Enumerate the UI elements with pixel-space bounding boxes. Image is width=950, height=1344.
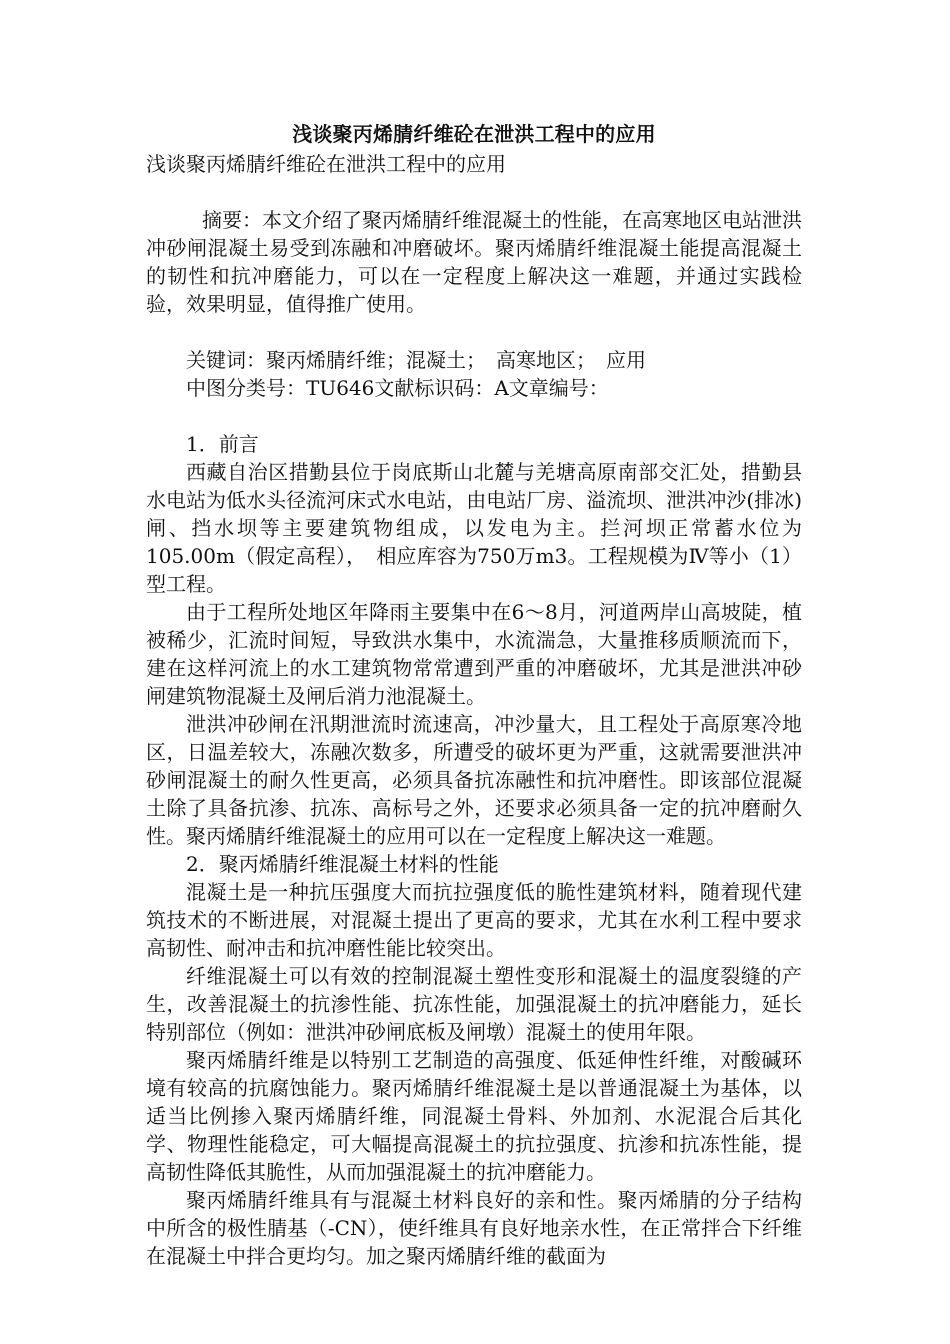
classification-line: 中图分类号：TU646文献标识码：A文章编号： <box>186 376 609 400</box>
body-paragraph: 聚丙烯腈纤维是以特别工艺制造的高强度、低延伸性纤维，对酸碱环境有较高的抗腐蚀能力。聚丙烯腈纤维混凝土是以普通混凝土为基体，以适当比例掺入聚丙烯腈纤维，同混凝土骨料、外加剂、水泥混合后其化学、物理性能稳定，可大幅提高混凝土的抗拉强度、抗渗和抗冻性能，提高韧性降低其脆性，从而加强混凝土的抗冲磨能力。 <box>146 1048 802 1184</box>
document-subtitle: 浅谈聚丙烯腈纤维砼在泄洪工程中的应用 <box>146 152 506 176</box>
section-heading-properties: 2．聚丙烯腈纤维混凝土材料的性能 <box>186 852 499 876</box>
section-heading-preface: 1．前言 <box>186 432 259 456</box>
abstract-paragraph: 摘要：本文介绍了聚丙烯腈纤维混凝土的性能，在高寒地区电站泄洪冲砂闸混凝土易受到冻融和冲磨破坏。聚丙烯腈纤维混凝土能提高混凝土的韧性和抗冲磨能力，可以在一定程度上解决这一难题，并通过实践检验，效果明显，值得推广使用。 <box>146 208 802 316</box>
body-paragraph: 西藏自治区措勤县位于岗底斯山北麓与羌塘高原南部交汇处，措勤县水电站为低水头径流河床式水电站，由电站厂房、溢流坝、泄洪冲沙(排冰)闸、挡水坝等主要建筑物组成，以发电为主。拦河坝正常蓄水位为105.00m（假定高程）， 相应库容为750万m3。工程规模为Ⅳ等小（1）型工程。 <box>146 460 802 596</box>
body-paragraph: 由于工程所处地区年降雨主要集中在6～8月，河道两岸山高坡陡，植被稀少，汇流时间短，导致洪水集中，水流湍急，大量推移质顺流而下，建在这样河流上的水工建筑物常常遭到严重的冲磨破坏，尤其是泄洪冲砂闸建筑物混凝土及闸后消力池混凝土。 <box>146 600 802 708</box>
body-paragraph: 纤维混凝土可以有效的控制混凝土塑性变形和混凝土的温度裂缝的产生，改善混凝土的抗渗性能、抗冻性能，加强混凝土的抗冲磨能力，延长特别部位（例如：泄洪冲砂闸底板及闸墩）混凝土的使用年限。 <box>146 964 802 1044</box>
body-paragraph: 聚丙烯腈纤维具有与混凝土材料良好的亲和性。聚丙烯腈的分子结构中所含的极性腈基（-CN），使纤维具有良好地亲水性，在正常拌合下纤维在混凝土中拌合更均匀。加之聚丙烯腈纤维的截面为 <box>146 1188 802 1268</box>
keywords-line: 关键词：聚丙烯腈纤维；混凝土； 高寒地区； 应用 <box>186 348 646 372</box>
document-page <box>146 118 802 1270</box>
document-title: 浅谈聚丙烯腈纤维砼在泄洪工程中的应用 <box>292 122 656 146</box>
body-paragraph: 泄洪冲砂闸在汛期泄流时流速高，冲沙量大，且工程处于高原寒冷地区，日温差较大，冻融次数多，所遭受的破坏更为严重，这就需要泄洪冲砂闸混凝土的耐久性更高，必须具备抗冻融性和抗冲磨性。即该部位混凝土除了具备抗渗、抗冻、高标号之外，还要求必须具备一定的抗冲磨耐久性。聚丙烯腈纤维混凝土的应用可以在一定程度上解决这一难题。 <box>146 712 802 848</box>
body-paragraph: 混凝土是一种抗压强度大而抗拉强度低的脆性建筑材料，随着现代建筑技术的不断进展，对混凝土提出了更高的要求，尤其在水利工程中要求高韧性、耐冲击和抗冲磨性能比较突出。 <box>146 880 802 960</box>
